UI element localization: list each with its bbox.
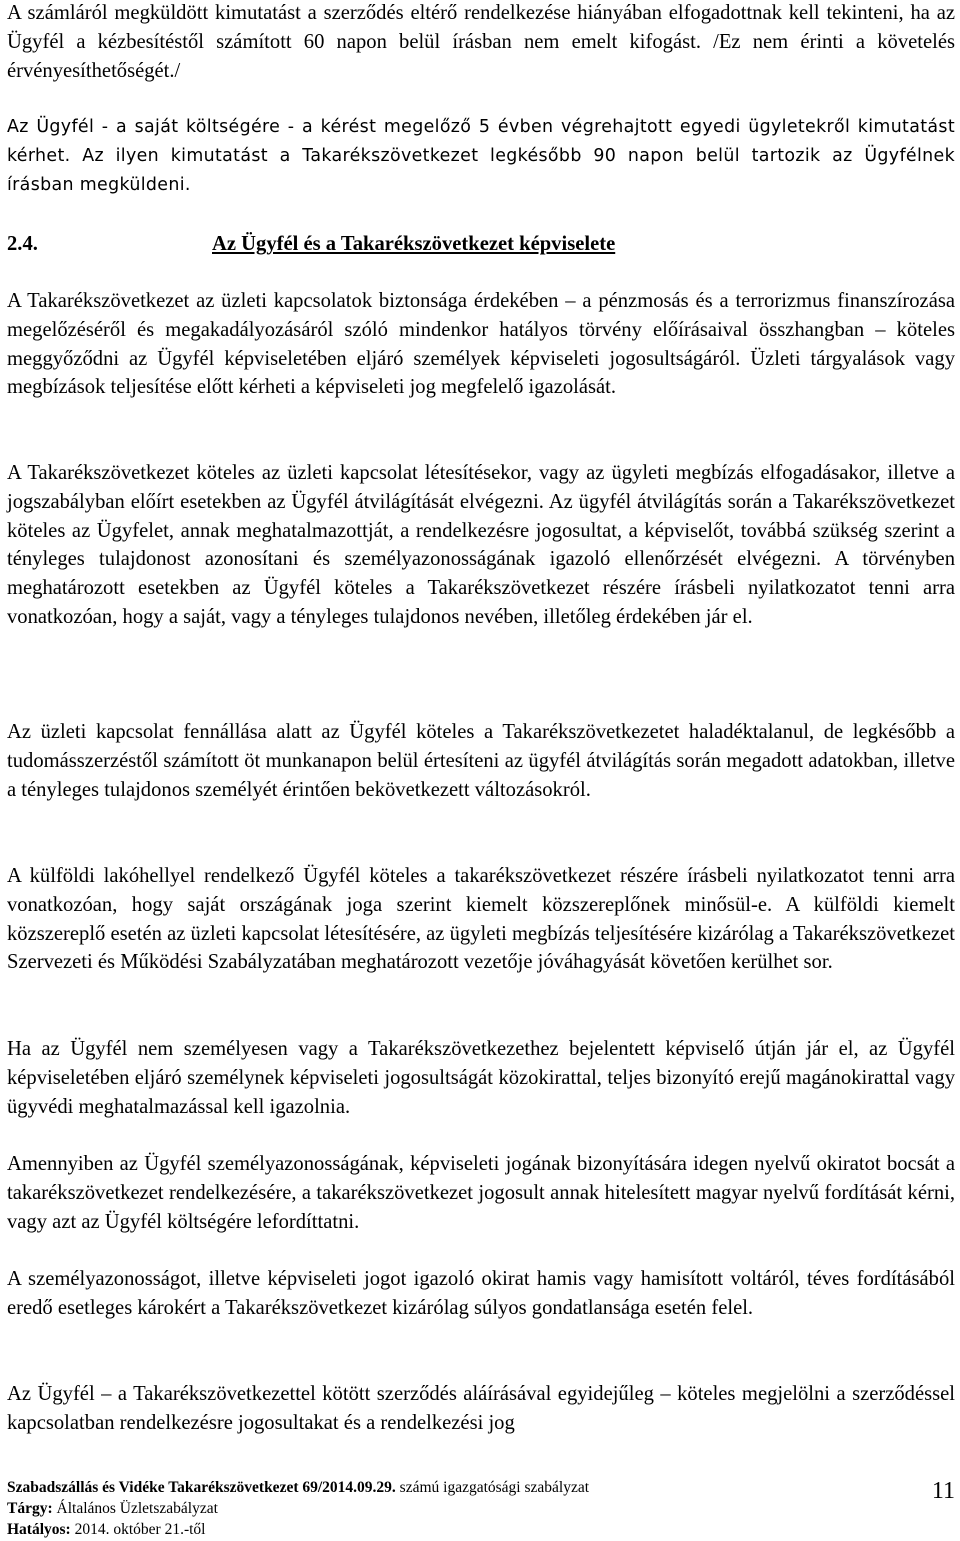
page-footer bbox=[7, 1477, 955, 1540]
paragraph-customer-due-diligence: A Takarékszövetkezet köteles az üzleti kapcsolat létesítésekor, vagy az ügyleti megbízás elfogadásakor, illetve a jogszabályban előírt esetekben az Ügyfél átvilágítását elvégezni. Az ügyfél átvilágítás során a Takarékszövetkezet köteles az Ügyfelet, annak meghatalmazottját, a rendelkezésre jogosultat, a képviselőt, továbbá szükség szerint a tényleges tulajdonost azonosítani és személyazonosságának igazoló ellenőrzését elvégezni. A törvényben meghatározott esetekben az Ügyfél köteles a Takarékszövetkezet részére írásbeli nyilatkozatot tenni arra vonatkozóan, hogy a saját, vagy a tényleges tulajdonos nevében, illetőleg érdekében jár el. bbox=[7, 462, 955, 628]
footer-subject-value: Általános Üzletszabályzat bbox=[52, 1500, 218, 1517]
page-number: 11 bbox=[931, 1478, 955, 1504]
section-title: Az Ügyfél és a Takarékszövetkezet képviselete bbox=[212, 233, 616, 255]
footer-issuer: Szabadszállás és Vidéke Takarékszövetkezet 69/2014.09.29. bbox=[7, 1479, 396, 1496]
paragraph-foreign-documents: Amennyiben az Ügyfél személyazonosságának, képviseleti jogának bizonyítására idegen nyelvű okiratot bocsát a takarékszövetkezet rendelkezésére, a takarékszövetkezet jogosult annak hitelesített magyar nyelvű fordítását kérni, vagy azt az Ügyfél költségére lefordíttatni. bbox=[7, 1153, 955, 1233]
paragraph-forged-documents: A személyazonosságot, illetve képviseleti jogot igazoló okirat hamis vagy hamisított voltáról, téves fordításából eredő esetleges károkért a Takarékszövetkezet kizárólag súlyos gondatlansága esetén felel. bbox=[7, 1268, 955, 1319]
footer-regulation-line bbox=[7, 1477, 955, 1498]
section-heading bbox=[7, 230, 955, 258]
footer-subject-line bbox=[7, 1498, 955, 1519]
paragraph-statement-request: Az Ügyfél - a saját költségére - a kérést megelőző 5 évben végrehajtott egyedi ügyletekről kimutatást kérhet. Az ilyen kimutatást a Takarékszövetkezet legkésőbb 90 napon belül tartozik az Ügyfélnek írásban megküldeni. bbox=[7, 117, 955, 195]
footer-effective-label: Hatályos: bbox=[7, 1521, 71, 1538]
footer-subject-label: Tárgy: bbox=[7, 1500, 53, 1517]
footer-effective-line bbox=[7, 1519, 955, 1540]
footer-effective-value: 2014. október 21.-től bbox=[70, 1521, 206, 1538]
section-number: 2.4. bbox=[7, 233, 38, 255]
paragraph-foreign-pep: A külföldi lakóhellyel rendelkező Ügyfél köteles a takarékszövetkezet részére írásbeli nyilatkozatot tenni arra vonatkozóan, hogy saját országának joga szerint kiemelt közszereplőnek minősül-e. A külföldi kiemelt közszereplő esetén az üzleti kapcsolat létesítésére, az ügyleti megbízás teljesítésére kizárólag a Takarékszövetkezet Szervezeti és Működési Szabályzatában meghatározott vezetője jóváhagyását követően kerülhet sor. bbox=[7, 865, 955, 974]
footer-regulation-type: számú igazgatósági szabályzat bbox=[395, 1479, 590, 1496]
paragraph-representation-verification: A Takarékszövetkezet az üzleti kapcsolatok biztonsága érdekében – a pénzmosás és a terrorizmus finanszírozása megelőzéséről és megakadályozásáról szóló mindenkor hatályos törvény előírásaival összhangban – köteles meggyőződni az Ügyfél képviseletében eljáró személyek képviseleti jogosultságáról. Üzleti tárgyalások vagy megbízások teljesítése előtt kérheti a képviseleti jog megfelelő igazolását. bbox=[7, 290, 955, 399]
paragraph-change-notification: Az üzleti kapcsolat fennállása alatt az Ügyfél köteles a Takarékszövetkezetet haladéktalanul, de legkésőbb a tudomásszerzéstől számított öt munkanapon belül értesíteni az ügyfél átvilágítás során megadott adatokban, illetve a tényleges tulajdonos személyét érintően bekövetkezett változásokról. bbox=[7, 721, 955, 801]
paragraph-authorized-persons: Az Ügyfél – a Takarékszövetkezettel kötött szerződés aláírásával egyidejűleg – köteles megjelölni a szerződéssel kapcsolatban rendelkezésre jogosultakat és a rendelkezési jog bbox=[7, 1383, 955, 1434]
paragraph-statement-acceptance: A számláról megküldött kimutatást a szerződés eltérő rendelkezése hiányában elfogadottnak kell tekinteni, ha az Ügyfél a kézbesítéstől számított 60 napon belül írásban nem emelt kifogást. /Ez nem érinti a követelés érvényesíthetőségét./ bbox=[7, 2, 955, 82]
paragraph-representative-authority: Ha az Ügyfél nem személyesen vagy a Takarékszövetkezethez bejelentett képviselő útján jár el, az Ügyfél képviseletében eljáró személynek képviseleti jogosultságát közokirattal, teljes bizonyító erejű magánokirattal vagy ügyvédi meghatalmazással kell igazolnia. bbox=[7, 1038, 955, 1118]
